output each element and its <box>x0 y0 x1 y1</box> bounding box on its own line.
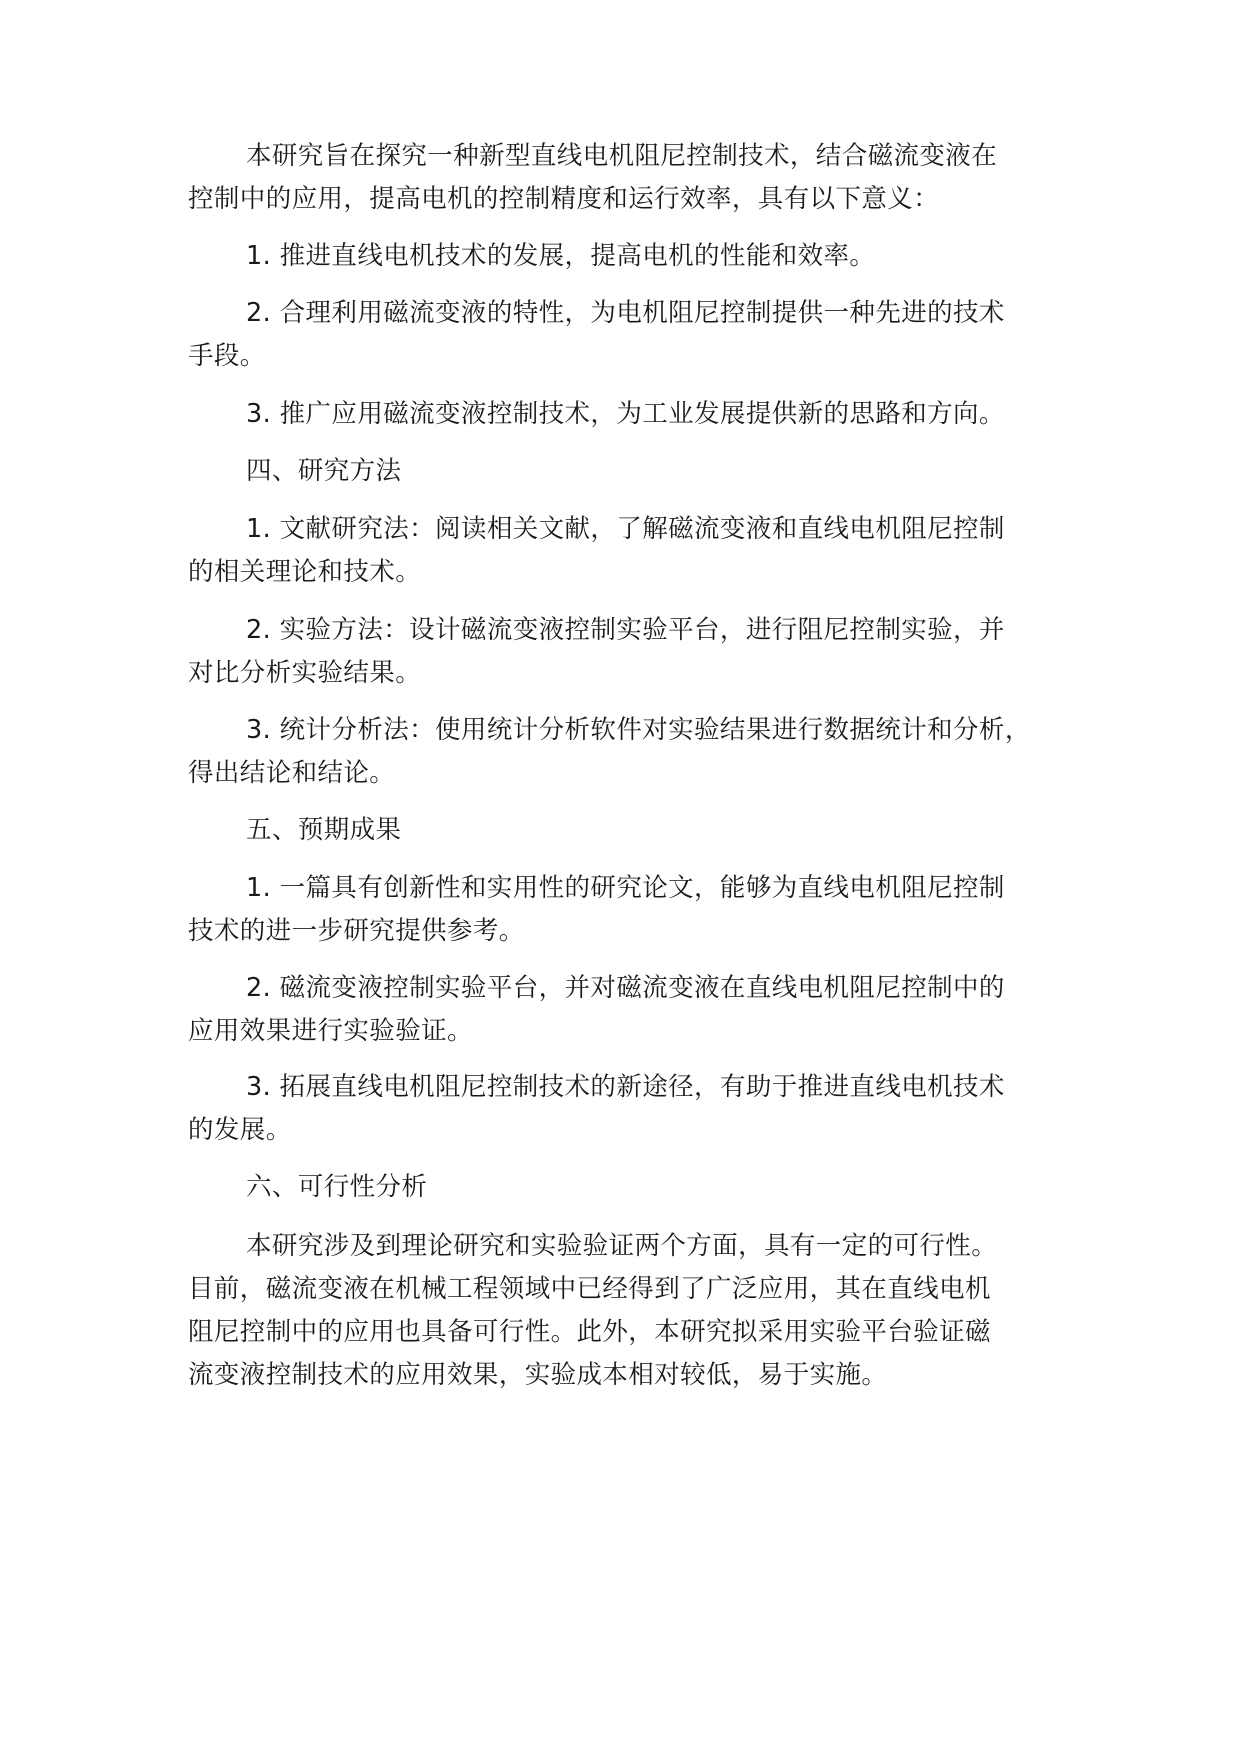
heading-text: 六、可行性分析 <box>246 1172 428 1202</box>
significance-item-2 <box>188 292 1088 378</box>
text-line: 流变液控制技术的应用效果，实验成本相对较低，易于实施。 <box>188 1360 888 1390</box>
method-item-1 <box>188 508 1088 594</box>
heading-text: 四、研究方法 <box>246 456 402 486</box>
text-line: 阻尼控制中的应用也具备可行性。此外，本研究拟采用实验平台验证磁 <box>188 1317 991 1347</box>
text-line: 1. 推进直线电机技术的发展，提高电机的性能和效率。 <box>246 241 876 271</box>
significance-item-3 <box>188 393 1088 436</box>
feasibility-paragraph <box>188 1225 1088 1397</box>
text-line: 本研究旨在探究一种新型直线电机阻尼控制技术，结合磁流变液在 <box>246 141 998 171</box>
outcome-item-1 <box>188 867 1088 953</box>
text-line: 2. 实验方法：设计磁流变液控制实验平台，进行阻尼控制实验，并 <box>246 615 1005 645</box>
text-line: 应用效果进行实验验证。 <box>188 1016 473 1046</box>
text-line: 的发展。 <box>188 1115 292 1145</box>
method-item-2 <box>188 609 1088 695</box>
heading-text: 五、预期成果 <box>246 815 402 845</box>
text-line: 手段。 <box>188 341 266 371</box>
method-item-3 <box>188 709 1088 795</box>
section-heading-5 <box>188 809 1088 852</box>
intro-paragraph <box>188 135 1088 221</box>
outcome-item-2 <box>188 967 1088 1053</box>
section-heading-6 <box>188 1166 1088 1209</box>
text-line: 1. 文献研究法：阅读相关文献，了解磁流变液和直线电机阻尼控制 <box>246 514 1005 544</box>
text-line: 对比分析实验结果。 <box>188 658 422 688</box>
text-line: 得出结论和结论。 <box>188 758 396 788</box>
significance-item-1 <box>188 235 1088 278</box>
text-line: 3. 推广应用磁流变液控制技术，为工业发展提供新的思路和方向。 <box>246 399 1005 429</box>
outcome-item-3 <box>188 1066 1088 1152</box>
text-line: 控制中的应用，提高电机的控制精度和运行效率，具有以下意义： <box>188 184 940 214</box>
text-line: 的相关理论和技术。 <box>188 557 422 587</box>
text-line: 3. 统计分析法：使用统计分析软件对实验结果进行数据统计和分析， <box>246 715 1031 745</box>
text-line: 2. 磁流变液控制实验平台，并对磁流变液在直线电机阻尼控制中的 <box>246 973 1005 1003</box>
text-line: 本研究涉及到理论研究和实验验证两个方面，具有一定的可行性。 <box>246 1231 998 1261</box>
text-line: 2. 合理利用磁流变液的特性，为电机阻尼控制提供一种先进的技术 <box>246 298 1005 328</box>
section-heading-4 <box>188 450 1088 493</box>
text-line: 1. 一篇具有创新性和实用性的研究论文，能够为直线电机阻尼控制 <box>246 873 1005 903</box>
text-line: 3. 拓展直线电机阻尼控制技术的新途径，有助于推进直线电机技术 <box>246 1072 1005 1102</box>
text-line: 技术的进一步研究提供参考。 <box>188 916 525 946</box>
text-line: 目前，磁流变液在机械工程领域中已经得到了广泛应用，其在直线电机 <box>188 1274 991 1304</box>
